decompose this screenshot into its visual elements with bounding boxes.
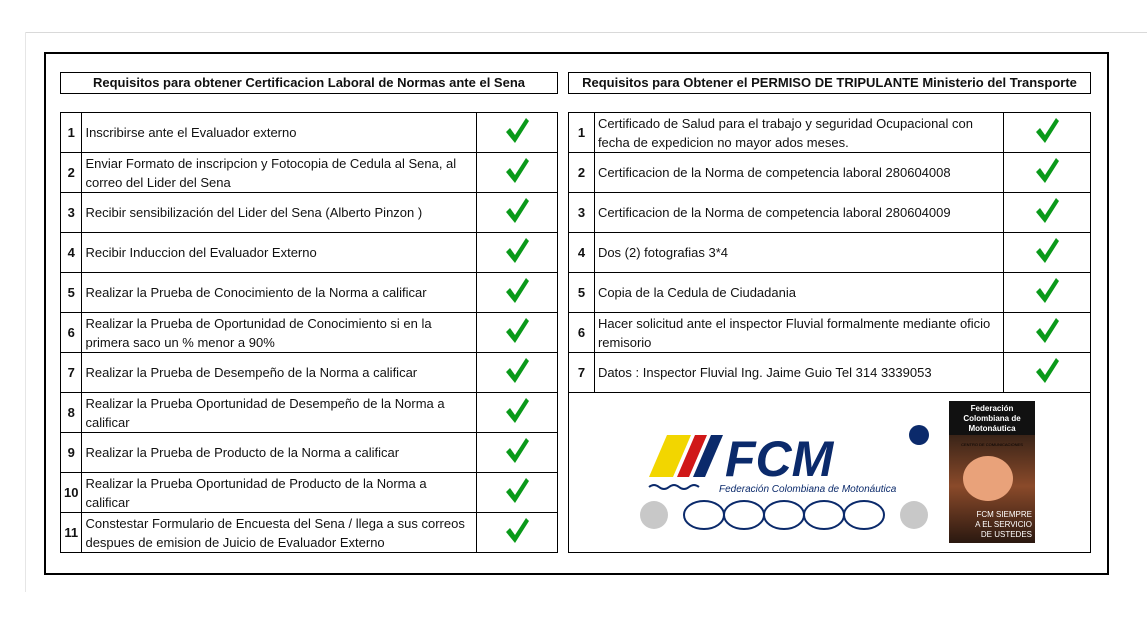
checkmark-icon [504, 236, 530, 264]
status-cell [477, 273, 558, 313]
table-row [61, 153, 558, 193]
checkmark-icon [504, 516, 530, 544]
table-row [61, 393, 558, 433]
status-cell [477, 513, 558, 553]
checkmark-icon [1034, 156, 1060, 184]
table-row [61, 113, 558, 153]
left-table-title: Requisitos para obtener Certificacion Laboral de Normas ante el Sena [60, 72, 558, 94]
requirement-text: Inscribirse ante el Evaluador externo [82, 113, 477, 153]
logo-area [569, 393, 1091, 553]
status-cell [1004, 313, 1091, 353]
requirement-text: Realizar la Prueba de Oportunidad de Conocimiento si en la primera saco un % menor a 90% [82, 313, 477, 353]
checkmark-icon [504, 116, 530, 144]
checkmark-icon [1034, 356, 1060, 384]
row-number: 1 [569, 113, 595, 153]
requirement-text: Enviar Formato de inscripcion y Fotocopia de Cedula al Sena, al correo del Lider del Sena [82, 153, 477, 193]
table-row [569, 233, 1091, 273]
checkmark-icon [504, 396, 530, 424]
requirement-text: Certificacion de la Norma de competencia laboral 280604009 [594, 193, 1003, 233]
table-row [569, 273, 1091, 313]
status-cell [477, 353, 558, 393]
status-cell [477, 433, 558, 473]
status-cell [477, 153, 558, 193]
requirement-text: Hacer solicitud ante el inspector Fluvial formalmente mediante oficio remisorio [594, 313, 1003, 353]
requirement-text: Realizar la Prueba Oportunidad de Desempeño de la Norma a calificar [82, 393, 477, 433]
status-cell [1004, 273, 1091, 313]
requirement-text: Realizar la Prueba Oportunidad de Producto de la Norma a calificar [82, 473, 477, 513]
communications-poster: Federación Colombiana de Motonáutica CENTRO DE COMUNICACIONES FCM SIEMPRE A EL SERVICIO DE USTEDES [949, 401, 1035, 543]
requirement-text: Recibir Induccion del Evaluador Externo [82, 233, 477, 273]
requirement-text: Realizar la Prueba de Desempeño de la Norma a calificar [82, 353, 477, 393]
checkmark-icon [1034, 196, 1060, 224]
table-row [61, 273, 558, 313]
checkmark-icon [504, 316, 530, 344]
svg-text:FCM: FCM [725, 431, 834, 487]
row-number: 2 [61, 153, 82, 193]
row-number: 9 [61, 433, 82, 473]
status-cell [1004, 233, 1091, 273]
row-number: 5 [569, 273, 595, 313]
requirement-text: Copia de la Cedula de Ciudadania [594, 273, 1003, 313]
requirement-text: Certificacion de la Norma de competencia laboral 280604008 [594, 153, 1003, 193]
status-cell [477, 193, 558, 233]
row-number: 3 [61, 193, 82, 233]
svg-text:Federación Colombiana de Moton: Federación Colombiana de Motonáutica [719, 484, 897, 495]
status-cell [477, 313, 558, 353]
status-cell [1004, 193, 1091, 233]
table-row [61, 313, 558, 353]
checkmark-icon [504, 436, 530, 464]
table-row [569, 153, 1091, 193]
checkmark-icon [1034, 116, 1060, 144]
row-number: 1 [61, 113, 82, 153]
fcm-logo [629, 415, 949, 540]
table-row [61, 233, 558, 273]
requirement-text: Realizar la Prueba de Conocimiento de la Norma a calificar [82, 273, 477, 313]
row-number: 8 [61, 393, 82, 433]
row-number: 4 [61, 233, 82, 273]
table-row [569, 353, 1091, 393]
sheet-border-left [25, 32, 26, 592]
status-cell [477, 473, 558, 513]
sena-requirements-table [60, 112, 558, 553]
checkmark-icon [1034, 236, 1060, 264]
checkmark-icon [504, 156, 530, 184]
tripulante-requirements-table [568, 112, 1091, 553]
requirement-text: Dos (2) fotografias 3*4 [594, 233, 1003, 273]
status-cell [1004, 153, 1091, 193]
table-row [61, 473, 558, 513]
status-cell [477, 233, 558, 273]
status-cell [1004, 113, 1091, 153]
row-number: 5 [61, 273, 82, 313]
checkmark-icon [504, 196, 530, 224]
row-number: 3 [569, 193, 595, 233]
status-cell [1004, 353, 1091, 393]
checkmark-icon [504, 476, 530, 504]
requirement-text: Recibir sensibilización del Lider del Sena (Alberto Pinzon ) [82, 193, 477, 233]
table-row [569, 313, 1091, 353]
row-number: 7 [569, 353, 595, 393]
right-table-title: Requisitos para Obtener el PERMISO DE TRIPULANTE Ministerio del Transporte [568, 72, 1091, 94]
checkmark-icon [504, 356, 530, 384]
requirement-text: Certificado de Salud para el trabajo y seguridad Ocupacional con fecha de expedicion no mayor ados meses. [594, 113, 1003, 153]
row-number: 2 [569, 153, 595, 193]
requirement-text: Constestar Formulario de Encuesta del Sena / llega a sus correos despues de emision de Juicio de Evaluador Externo [82, 513, 477, 553]
row-number: 10 [61, 473, 82, 513]
checkmark-icon [504, 276, 530, 304]
requirement-text: Datos : Inspector Fluvial Ing. Jaime Guio Tel 314 3339053 [594, 353, 1003, 393]
row-number: 7 [61, 353, 82, 393]
status-cell [477, 393, 558, 433]
table-row [61, 513, 558, 553]
checkmark-icon [1034, 276, 1060, 304]
requirement-text: Realizar la Prueba de Producto de la Norma a calificar [82, 433, 477, 473]
row-number: 4 [569, 233, 595, 273]
table-row [569, 193, 1091, 233]
table-row [569, 113, 1091, 153]
row-number: 11 [61, 513, 82, 553]
table-row [61, 193, 558, 233]
row-number: 6 [569, 313, 595, 353]
status-cell [477, 113, 558, 153]
table-row [61, 433, 558, 473]
checkmark-icon [1034, 316, 1060, 344]
table-row [61, 353, 558, 393]
sheet-border-top [25, 32, 1147, 33]
row-number: 6 [61, 313, 82, 353]
